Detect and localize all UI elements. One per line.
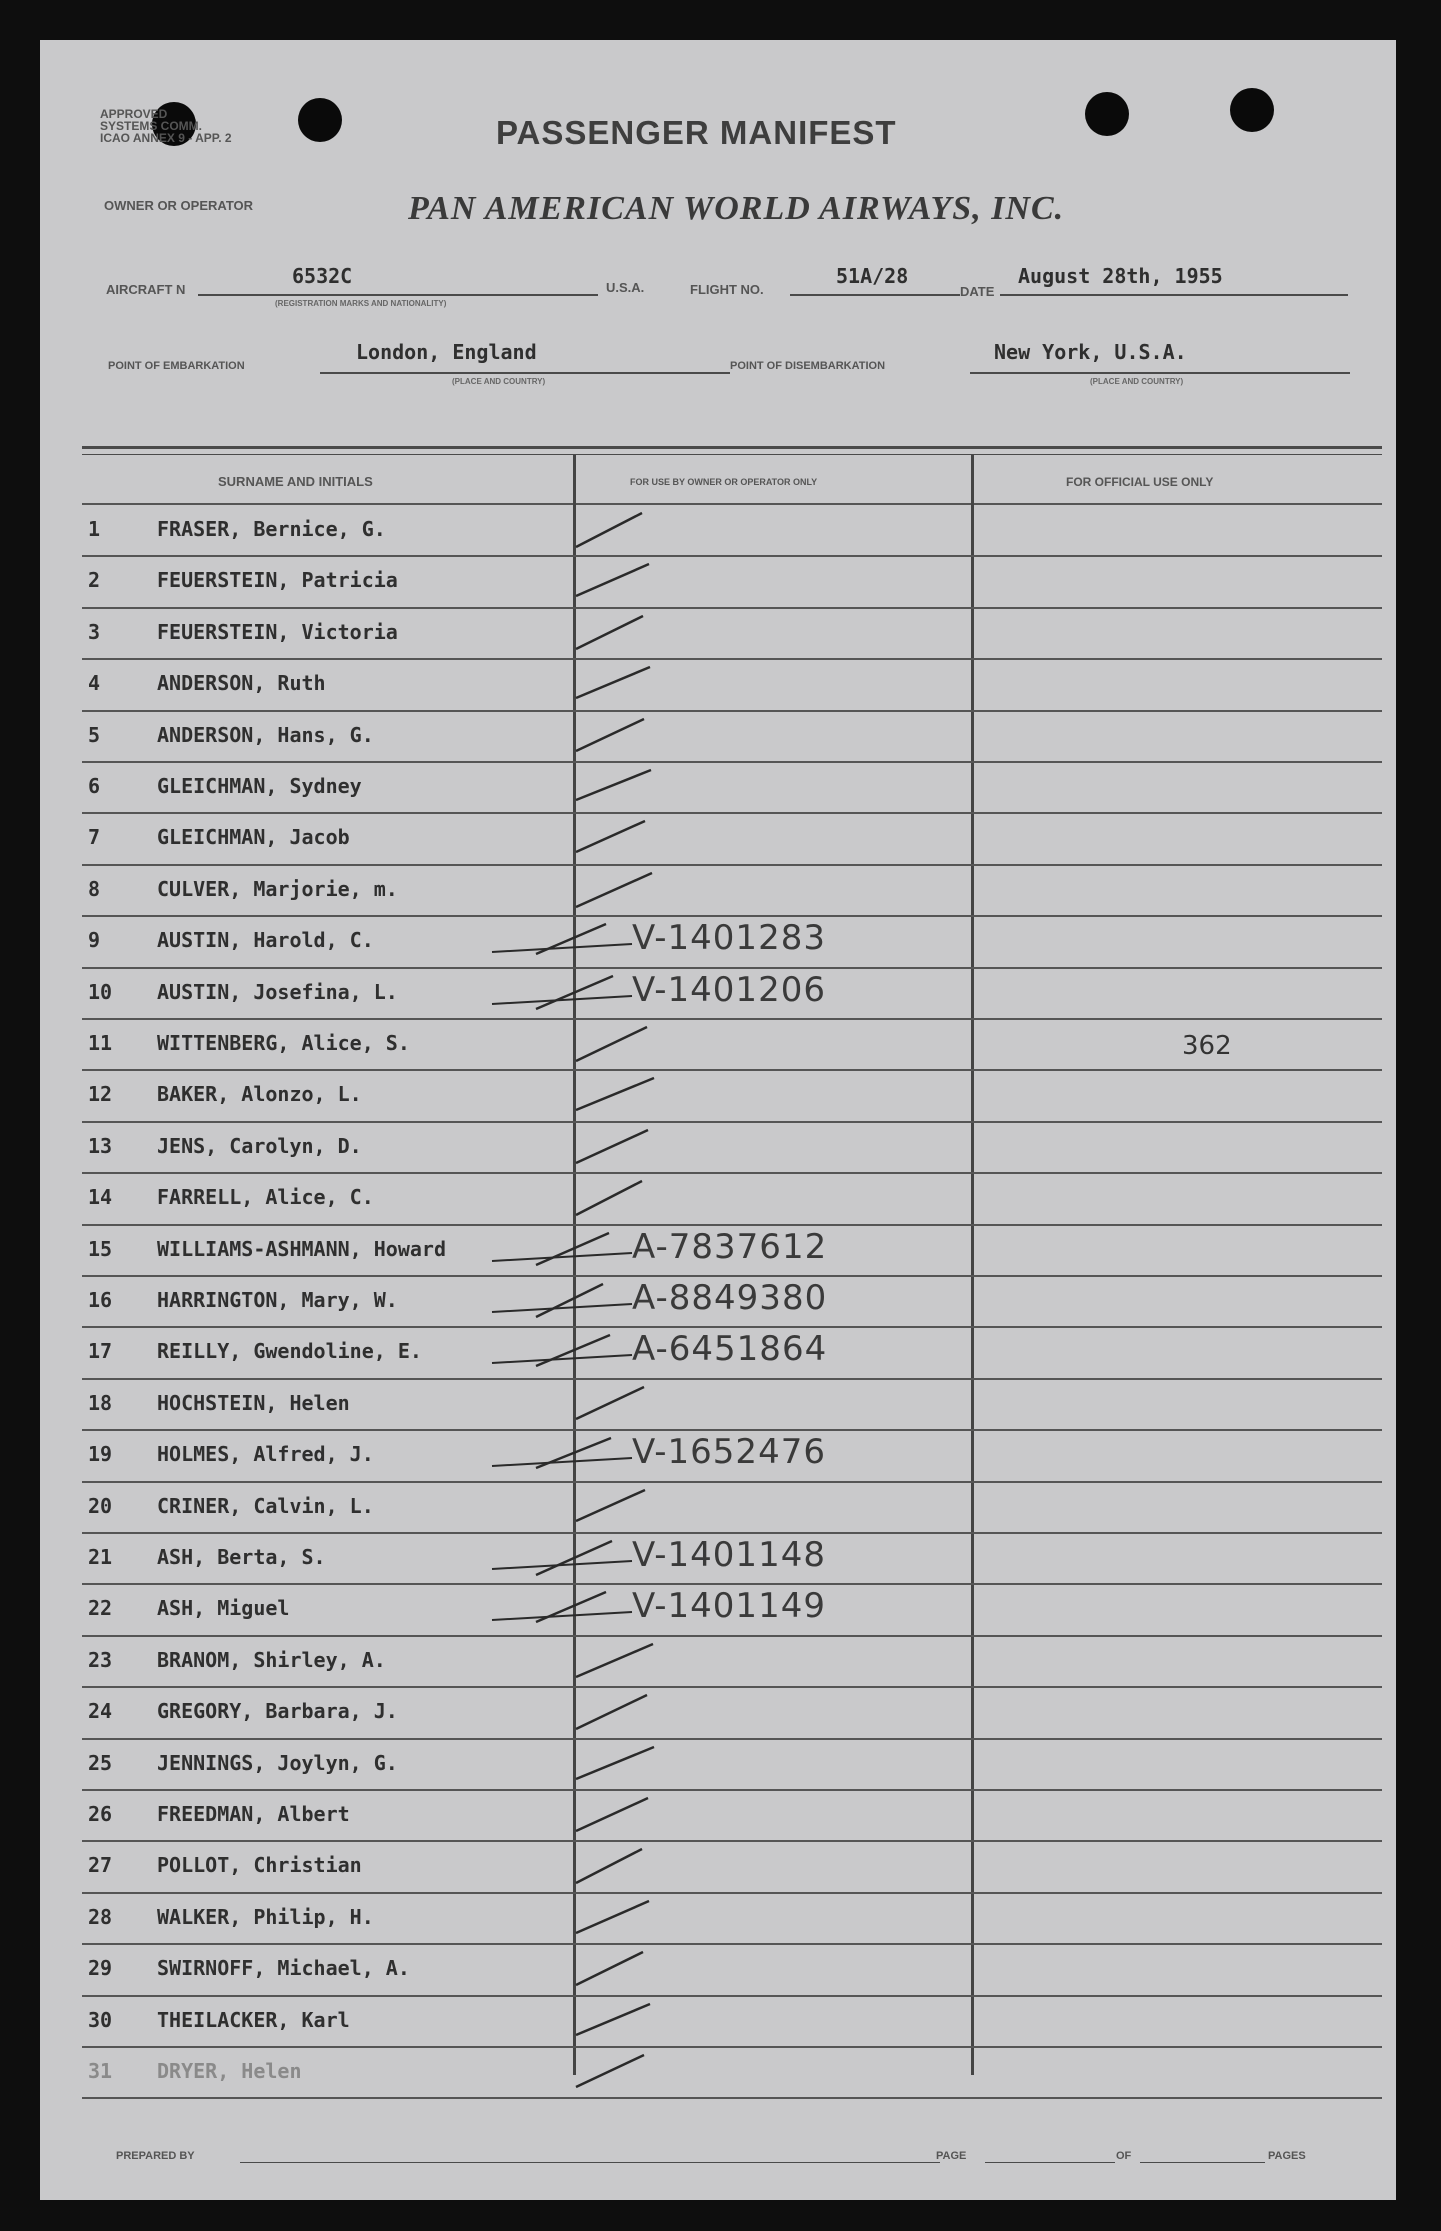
passenger-name: WILLIAMS-ASHMANN, Howard [157, 1236, 446, 1261]
table-row [82, 1944, 1382, 1995]
table-row [82, 762, 1382, 813]
passenger-name: AUSTIN, Harold, C. [157, 928, 374, 953]
table-row [82, 1584, 1382, 1635]
usa-label: U.S.A. [606, 280, 645, 295]
flight-underline [790, 294, 960, 296]
operator-use-value: A-8849380 [632, 1278, 828, 1318]
row-number: 3 [88, 619, 101, 644]
check-mark-icon [572, 1021, 682, 1067]
check-mark-icon [532, 1329, 642, 1375]
check-mark-icon [572, 2049, 682, 2095]
table-row [82, 865, 1382, 916]
check-mark-icon [572, 713, 682, 759]
check-mark-icon [572, 1843, 682, 1889]
table-row [82, 1225, 1382, 1276]
operator-use-value: V-1401148 [632, 1535, 826, 1575]
punch-hole [298, 98, 342, 142]
table-row [82, 659, 1382, 710]
passenger-name: WALKER, Philip, H. [157, 1904, 374, 1929]
table-row [82, 1841, 1382, 1892]
check-mark-icon [572, 764, 682, 810]
check-mark-icon [572, 558, 682, 604]
row-number: 27 [88, 1853, 113, 1878]
date-label: DATE [960, 284, 995, 299]
header-surname: SURNAME AND INITIALS [218, 474, 373, 489]
operator-use-value: V-1401283 [632, 918, 826, 959]
row-number: 7 [88, 825, 101, 850]
table-row [82, 1687, 1382, 1738]
operator-use-value: V-1401149 [632, 1586, 826, 1627]
of-label: OF [1116, 2150, 1132, 2162]
prepared-by-label: PREPARED BY [116, 2150, 195, 2162]
check-mark-icon [572, 610, 682, 656]
prepared-by-line [240, 2162, 940, 2163]
official-use-value: 362 [1182, 1031, 1232, 1061]
row-number: 6 [88, 774, 101, 798]
check-mark-icon [572, 867, 682, 913]
row-number: 12 [88, 1082, 113, 1107]
passenger-name: HOLMES, Alfred, J. [157, 1442, 374, 1467]
passenger-name: WITTENBERG, Alice, S. [157, 1031, 410, 1055]
table-row [82, 505, 1382, 556]
row-number: 13 [88, 1133, 113, 1158]
row-number: 1 [88, 517, 101, 541]
table-row [82, 1122, 1382, 1173]
table-row [82, 1379, 1382, 1430]
check-mark-icon [572, 1895, 682, 1941]
row-number: 24 [88, 1699, 113, 1724]
check-mark-icon [572, 1689, 682, 1735]
passenger-name: POLLOT, Christian [157, 1853, 362, 1878]
check-mark-icon [572, 1175, 682, 1221]
table-row [82, 1173, 1382, 1224]
row-number: 5 [88, 722, 101, 747]
row-number: 19 [88, 1442, 113, 1467]
row-rule [82, 2097, 1382, 2099]
check-mark-icon [572, 1638, 682, 1684]
passenger-name: BRANOM, Shirley, A. [157, 1647, 386, 1672]
table-top-rule [82, 446, 1382, 449]
passenger-name: ANDERSON, Hans, G. [157, 722, 374, 747]
header-official-use: FOR OFFICIAL USE ONLY [1066, 475, 1214, 489]
approval-stamp: APPROVED SYSTEMS COMM. ICAO ANNEX 9 - APP. 2 [100, 107, 232, 145]
embarkation-underline [320, 372, 730, 374]
check-mark-icon [572, 507, 682, 553]
row-number: 28 [88, 1904, 113, 1929]
row-number: 29 [88, 1956, 113, 1981]
row-number: 16 [88, 1288, 113, 1312]
pages-label: PAGES [1268, 2150, 1306, 2162]
table-row [82, 813, 1382, 864]
date-underline [1000, 294, 1348, 296]
disembarkation-label: POINT OF DISEMBARKATION [730, 360, 886, 372]
passenger-name: DRYER, Helen [157, 2059, 302, 2083]
row-number: 18 [88, 1390, 113, 1415]
row-number: 11 [88, 1031, 113, 1055]
row-number: 31 [88, 2059, 113, 2083]
row-number: 22 [88, 1596, 113, 1621]
passenger-name: JENNINGS, Joylyn, G. [157, 1750, 398, 1775]
check-mark-icon [532, 1432, 642, 1478]
check-mark-icon [572, 1124, 682, 1170]
check-mark-icon [532, 1535, 642, 1581]
operator-name: PAN AMERICAN WORLD AIRWAYS, INC. [408, 190, 1065, 227]
passenger-name: FRASER, Bernice, G. [157, 517, 386, 541]
table-row [82, 1636, 1382, 1687]
disembarkation-underline [970, 372, 1350, 374]
row-number: 26 [88, 1802, 113, 1826]
row-number: 20 [88, 1493, 113, 1518]
table-row [82, 608, 1382, 659]
check-mark-icon [532, 1227, 642, 1273]
of-line [1140, 2162, 1265, 2163]
punch-hole [1085, 92, 1129, 136]
table-row [82, 1276, 1382, 1327]
passenger-name: ANDERSON, Ruth [157, 671, 326, 696]
table-row [82, 556, 1382, 607]
operator-use-value: V-1652476 [632, 1432, 826, 1473]
row-number: 4 [88, 671, 101, 696]
check-mark-icon [572, 815, 682, 861]
passenger-name: ASH, Berta, S. [157, 1545, 326, 1569]
table-row [82, 1533, 1382, 1584]
aircraft-label: AIRCRAFT N [106, 282, 186, 297]
passenger-name: SWIRNOFF, Michael, A. [157, 1956, 410, 1981]
row-number: 23 [88, 1647, 113, 1672]
row-number: 15 [88, 1236, 113, 1261]
disembarkation-value: New York, U.S.A. [994, 340, 1187, 364]
passenger-name: FREEDMAN, Albert [157, 1802, 350, 1826]
page-label: PAGE [936, 2150, 967, 2162]
check-mark-icon [532, 918, 642, 964]
table-row [82, 968, 1382, 1019]
table-top-rule-thin [82, 454, 1382, 455]
row-number: 8 [88, 876, 101, 901]
row-number: 17 [88, 1339, 113, 1364]
page-title: PASSENGER MANIFEST [496, 114, 897, 151]
check-mark-icon [532, 1586, 642, 1632]
passenger-name: JENS, Carolyn, D. [157, 1133, 362, 1158]
aircraft-value: 6532C [292, 264, 353, 288]
check-mark-icon [532, 970, 642, 1016]
check-mark-icon [572, 1072, 682, 1118]
embarkation-label: POINT OF EMBARKATION [108, 360, 245, 372]
passenger-name: HARRINGTON, Mary, W. [157, 1288, 398, 1312]
registration-caption: (REGISTRATION MARKS AND NATIONALITY) [275, 299, 447, 308]
table-row [82, 1893, 1382, 1944]
row-number: 21 [88, 1545, 113, 1569]
passenger-name: ASH, Miguel [157, 1596, 290, 1621]
check-mark-icon [572, 1946, 682, 1992]
flight-value: 51A/28 [836, 264, 909, 288]
passenger-name: BAKER, Alonzo, L. [157, 1082, 362, 1107]
disembarkation-caption: (PLACE AND COUNTRY) [1090, 377, 1184, 386]
passenger-name: FARRELL, Alice, C. [157, 1185, 374, 1210]
table-row [82, 1430, 1382, 1481]
row-number: 14 [88, 1185, 113, 1210]
table-row [82, 711, 1382, 762]
operator-use-value: A-7837612 [632, 1226, 828, 1267]
passenger-name: GLEICHMAN, Jacob [157, 825, 350, 850]
operator-use-value: A-6451864 [632, 1329, 828, 1370]
table-row [82, 2047, 1382, 2098]
table-row [82, 1996, 1382, 2047]
operator-use-value: V-1401206 [632, 969, 826, 1010]
row-number: 10 [88, 979, 113, 1004]
check-mark-icon [572, 1741, 682, 1787]
table-row [82, 1019, 1382, 1070]
passenger-name: GLEICHMAN, Sydney [157, 774, 362, 798]
page-line [985, 2162, 1115, 2163]
check-mark-icon [532, 1278, 642, 1324]
table-row [82, 1790, 1382, 1841]
check-mark-icon [572, 1381, 682, 1427]
check-mark-icon [572, 1792, 682, 1838]
embarkation-caption: (PLACE AND COUNTRY) [452, 377, 546, 386]
row-number: 30 [88, 2007, 113, 2032]
table-row [82, 1739, 1382, 1790]
passenger-name: HOCHSTEIN, Helen [157, 1390, 350, 1415]
passenger-name: AUSTIN, Josefina, L. [157, 979, 398, 1004]
passenger-name: FEUERSTEIN, Patricia [157, 568, 398, 593]
row-number: 9 [88, 928, 101, 953]
punch-hole [1230, 88, 1274, 132]
table-row [82, 1482, 1382, 1533]
row-number: 2 [88, 568, 101, 593]
header-operator-use: FOR USE BY OWNER OR OPERATOR ONLY [630, 477, 818, 487]
passenger-name: CRINER, Calvin, L. [157, 1493, 374, 1518]
row-number: 25 [88, 1750, 113, 1775]
check-mark-icon [572, 1998, 682, 2044]
check-mark-icon [572, 1484, 682, 1530]
table-row [82, 1070, 1382, 1121]
passenger-name: REILLY, Gwendoline, E. [157, 1339, 422, 1364]
table-row [82, 916, 1382, 967]
table-row [82, 1327, 1382, 1378]
flight-label: FLIGHT NO. [690, 282, 764, 297]
passenger-name: FEUERSTEIN, Victoria [157, 619, 398, 644]
embarkation-value: London, England [356, 340, 537, 364]
passenger-name: CULVER, Marjorie, m. [157, 876, 398, 901]
check-mark-icon [572, 661, 682, 707]
passenger-name: THEILACKER, Karl [157, 2007, 350, 2032]
passenger-name: GREGORY, Barbara, J. [157, 1699, 398, 1724]
aircraft-underline [198, 294, 598, 296]
owner-label: OWNER OR OPERATOR [104, 198, 254, 213]
date-value: August 28th, 1955 [1018, 264, 1223, 288]
